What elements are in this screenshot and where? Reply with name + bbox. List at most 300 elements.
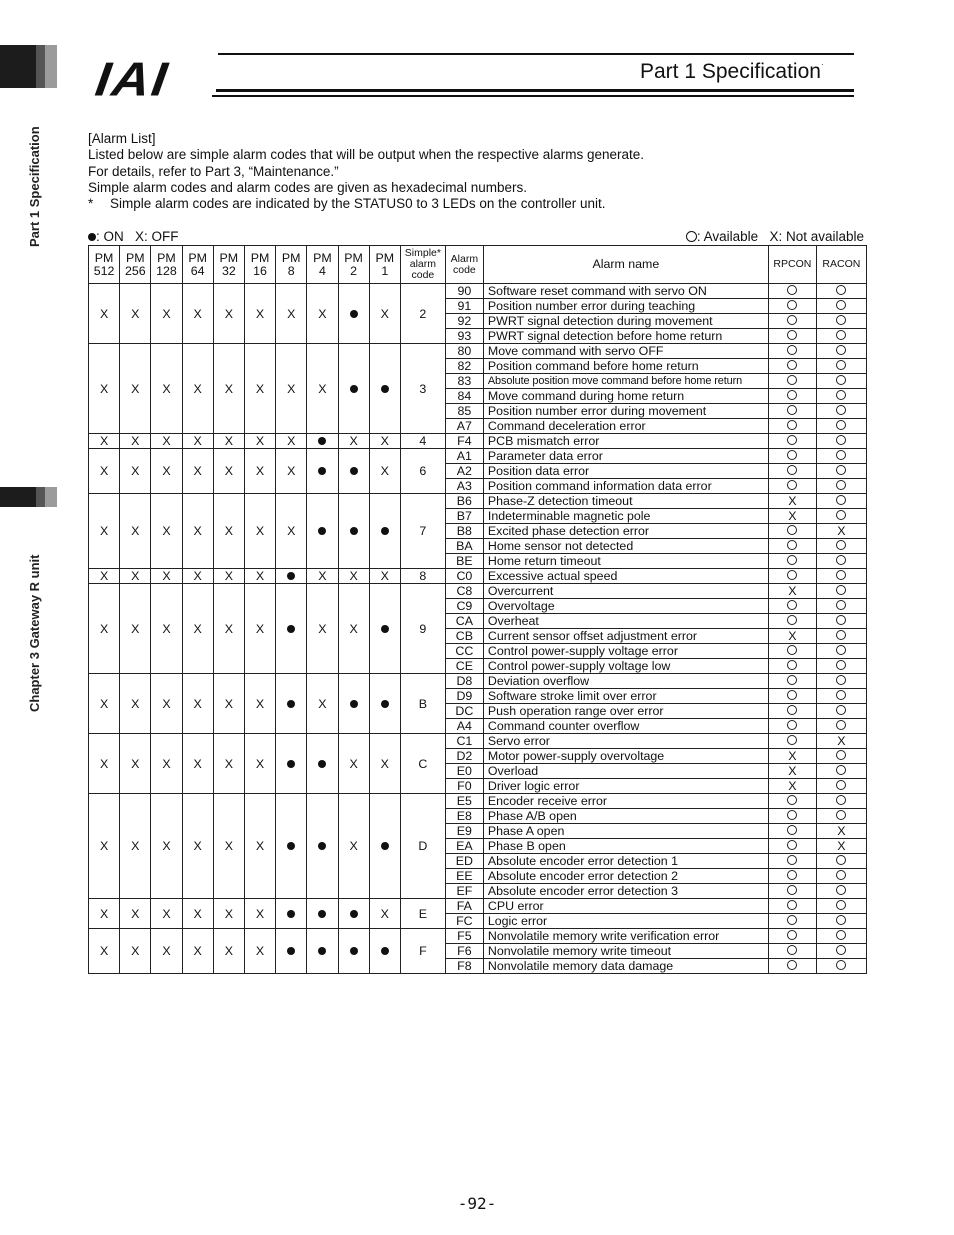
rpcon-cell	[768, 854, 816, 869]
pm-cell: X	[151, 449, 182, 494]
on-dot-icon	[318, 437, 326, 445]
available-circle-icon	[787, 540, 797, 550]
pm-cell: X	[338, 734, 369, 794]
on-dot-icon	[287, 572, 295, 580]
on-dot-icon	[318, 527, 326, 535]
table-row	[89, 434, 867, 449]
pm-cell: X	[338, 584, 369, 674]
available-circle-icon	[836, 465, 846, 475]
header-simple-alarm-code: Simple* alarm code	[400, 246, 445, 284]
available-circle-icon	[787, 795, 797, 805]
available-circle-icon	[787, 450, 797, 460]
available-circle-icon	[836, 285, 846, 295]
title-dot: ·	[820, 60, 824, 69]
racon-cell	[816, 449, 866, 464]
rpcon-cell	[768, 299, 816, 314]
intro-note	[88, 196, 644, 212]
pm-cell: X	[369, 449, 400, 494]
pm-cell: X	[244, 569, 275, 584]
racon-cell	[816, 299, 866, 314]
alarm-code-cell: 83	[445, 374, 483, 389]
available-circle-icon	[787, 660, 797, 670]
simple-code-cell: B	[400, 674, 445, 734]
pm-cell	[307, 899, 338, 929]
alarm-code-cell: 93	[445, 329, 483, 344]
pm-cell	[276, 794, 307, 899]
header-alarm-name: Alarm name	[483, 246, 768, 284]
racon-cell	[816, 599, 866, 614]
header-pm-4: PM 32	[213, 246, 244, 284]
pm-cell: X	[213, 734, 244, 794]
pm-cell: X	[244, 899, 275, 929]
alarm-code-cell: E0	[445, 764, 483, 779]
pm-cell: X	[244, 674, 275, 734]
alarm-name-cell: Phase B open	[483, 839, 768, 854]
pm-cell: X	[151, 584, 182, 674]
pm-cell: X	[151, 569, 182, 584]
available-circle-icon	[787, 705, 797, 715]
racon-cell	[816, 869, 866, 884]
rpcon-cell: X	[768, 509, 816, 524]
rpcon-cell	[768, 464, 816, 479]
pm-cell: X	[120, 929, 151, 974]
on-dot-icon	[350, 947, 358, 955]
alarm-name-cell: PWRT signal detection before home return	[483, 329, 768, 344]
pm-cell: X	[182, 899, 213, 929]
pm-cell: X	[151, 434, 182, 449]
on-dot-icon	[318, 947, 326, 955]
available-circle-icon	[836, 555, 846, 565]
rpcon-cell	[768, 809, 816, 824]
alarm-name-cell: Overload	[483, 764, 768, 779]
pm-cell: X	[182, 284, 213, 344]
alarm-code-cell: EA	[445, 839, 483, 854]
rpcon-cell	[768, 869, 816, 884]
header-pm-5: PM 16	[244, 246, 275, 284]
rpcon-cell	[768, 794, 816, 809]
rpcon-cell	[768, 719, 816, 734]
racon-cell: X	[816, 824, 866, 839]
simple-code-cell: 3	[400, 344, 445, 434]
racon-cell	[816, 749, 866, 764]
available-circle-icon	[836, 615, 846, 625]
pm-cell	[307, 494, 338, 569]
intro-heading: [Alarm List]	[88, 131, 156, 146]
header-rule-bottom	[212, 95, 854, 97]
rpcon-cell: X	[768, 494, 816, 509]
rpcon-cell	[768, 359, 816, 374]
header-pm-8: PM 2	[338, 246, 369, 284]
racon-cell	[816, 329, 866, 344]
pm-cell: X	[244, 734, 275, 794]
table-row	[89, 449, 867, 464]
rpcon-cell	[768, 404, 816, 419]
racon-cell	[816, 794, 866, 809]
available-circle-icon	[836, 765, 846, 775]
alarm-name-cell: Motor power-supply overvoltage	[483, 749, 768, 764]
alarm-name-cell: Absolute position move command before home return	[483, 374, 768, 389]
simple-code-cell: C	[400, 734, 445, 794]
pm-cell: X	[213, 899, 244, 929]
alarm-name-cell: Servo error	[483, 734, 768, 749]
on-dot-icon	[287, 625, 295, 633]
pm-cell: X	[120, 674, 151, 734]
pm-cell: X	[213, 344, 244, 434]
racon-cell	[816, 959, 866, 974]
racon-cell	[816, 929, 866, 944]
alarm-name-cell: Indeterminable magnetic pole	[483, 509, 768, 524]
alarm-name-cell: Logic error	[483, 914, 768, 929]
available-circle-icon	[787, 720, 797, 730]
pm-cell: X	[120, 569, 151, 584]
header-rule-mid	[216, 89, 854, 92]
available-circle-icon	[836, 375, 846, 385]
alarm-name-cell: Position data error	[483, 464, 768, 479]
racon-cell	[816, 509, 866, 524]
table-header-row	[89, 246, 867, 284]
alarm-code-cell: ED	[445, 854, 483, 869]
racon-cell	[816, 689, 866, 704]
pm-cell	[276, 929, 307, 974]
available-circle-icon	[836, 345, 846, 355]
pm-cell	[369, 344, 400, 434]
available-circle-icon	[787, 525, 797, 535]
alarm-code-cell: D2	[445, 749, 483, 764]
page-title	[640, 60, 824, 84]
rpcon-cell: X	[768, 764, 816, 779]
pm-cell: X	[120, 794, 151, 899]
alarm-code-cell: A4	[445, 719, 483, 734]
legend-not-available-text: X: Not available	[769, 229, 864, 244]
alarm-code-cell: D8	[445, 674, 483, 689]
rpcon-cell	[768, 914, 816, 929]
available-circle-icon	[787, 285, 797, 295]
available-circle-icon	[836, 810, 846, 820]
header-pm-0: PM 512	[89, 246, 120, 284]
pm-cell: X	[244, 794, 275, 899]
alarm-code-cell: 85	[445, 404, 483, 419]
available-circle-icon	[836, 435, 846, 445]
on-dot-icon	[318, 842, 326, 850]
pm-cell	[307, 794, 338, 899]
pm-cell: X	[369, 899, 400, 929]
available-circle-icon	[836, 930, 846, 940]
pm-cell	[276, 674, 307, 734]
side-label-chapter3: Chapter 3 Gateway R unit	[27, 554, 42, 712]
pm-cell	[338, 674, 369, 734]
rpcon-cell	[768, 434, 816, 449]
table-row	[89, 899, 867, 914]
available-circle-icon	[836, 510, 846, 520]
available-circle-icon	[787, 300, 797, 310]
header-pm-6: PM 8	[276, 246, 307, 284]
available-circle-icon	[836, 630, 846, 640]
rpcon-cell	[768, 599, 816, 614]
on-dot-icon	[318, 760, 326, 768]
alarm-code-cell: F5	[445, 929, 483, 944]
alarm-code-cell: A2	[445, 464, 483, 479]
header-pm-3: PM 64	[182, 246, 213, 284]
pm-cell: X	[89, 674, 120, 734]
rpcon-cell	[768, 704, 816, 719]
pm-cell: X	[244, 584, 275, 674]
pm-cell: X	[213, 929, 244, 974]
pm-cell: X	[89, 794, 120, 899]
pm-cell	[307, 449, 338, 494]
circle-icon	[686, 231, 697, 242]
alarm-name-cell: Phase A open	[483, 824, 768, 839]
available-circle-icon	[836, 960, 846, 970]
racon-cell	[816, 719, 866, 734]
pm-cell: X	[338, 434, 369, 449]
rpcon-cell	[768, 689, 816, 704]
legend-on-text: : ON	[96, 229, 124, 244]
alarm-name-cell: Position command before home return	[483, 359, 768, 374]
available-circle-icon	[787, 360, 797, 370]
available-circle-icon	[836, 675, 846, 685]
available-circle-icon	[787, 930, 797, 940]
alarm-name-cell: Control power-supply voltage low	[483, 659, 768, 674]
pm-cell	[338, 344, 369, 434]
intro-line-1: Listed below are simple alarm codes that will be output when the respective alarms generate.	[88, 147, 645, 163]
on-dot-icon	[350, 910, 358, 918]
pm-cell: X	[369, 734, 400, 794]
on-dot-icon	[381, 625, 389, 633]
alarm-code-cell: EF	[445, 884, 483, 899]
alarm-code-cell: 91	[445, 299, 483, 314]
alarm-name-cell: Overheat	[483, 614, 768, 629]
alarm-code-cell: E9	[445, 824, 483, 839]
pm-cell	[276, 899, 307, 929]
pm-cell: X	[213, 569, 244, 584]
pm-cell	[369, 584, 400, 674]
rpcon-cell	[768, 929, 816, 944]
alarm-code-cell: BE	[445, 554, 483, 569]
pm-cell: X	[369, 434, 400, 449]
available-circle-icon	[836, 660, 846, 670]
pm-cell: X	[151, 929, 182, 974]
pm-cell: X	[151, 899, 182, 929]
racon-cell	[816, 359, 866, 374]
alarm-name-cell: Nonvolatile memory write timeout	[483, 944, 768, 959]
iai-logo: IAI	[92, 53, 173, 107]
available-circle-icon	[787, 840, 797, 850]
available-circle-icon	[787, 375, 797, 385]
pm-cell: X	[307, 284, 338, 344]
racon-cell	[816, 614, 866, 629]
racon-cell	[816, 284, 866, 299]
available-circle-icon	[787, 555, 797, 565]
alarm-name-cell: Absolute encoder error detection 2	[483, 869, 768, 884]
racon-cell	[816, 539, 866, 554]
header-pm-7: PM 4	[307, 246, 338, 284]
simple-code-cell: D	[400, 794, 445, 899]
legend-off-text: X: OFF	[135, 229, 179, 244]
alarm-code-cell: C1	[445, 734, 483, 749]
available-circle-icon	[836, 945, 846, 955]
racon-cell	[816, 674, 866, 689]
pm-cell	[307, 929, 338, 974]
alarm-code-cell: A1	[445, 449, 483, 464]
table-row	[89, 284, 867, 299]
available-circle-icon	[836, 915, 846, 925]
alarm-name-cell: Driver logic error	[483, 779, 768, 794]
on-dot-icon	[350, 310, 358, 318]
available-circle-icon	[787, 420, 797, 430]
alarm-name-cell: Position number error during teaching	[483, 299, 768, 314]
rpcon-cell	[768, 449, 816, 464]
pm-cell: X	[89, 284, 120, 344]
simple-code-cell: F	[400, 929, 445, 974]
available-circle-icon	[787, 810, 797, 820]
on-dot-icon	[318, 467, 326, 475]
rpcon-cell	[768, 839, 816, 854]
alarm-name-cell: Software reset command with servo ON	[483, 284, 768, 299]
available-circle-icon	[787, 390, 797, 400]
racon-cell	[816, 419, 866, 434]
pm-cell: X	[369, 569, 400, 584]
available-circle-icon	[836, 870, 846, 880]
pm-cell: X	[213, 494, 244, 569]
alarm-code-cell: CC	[445, 644, 483, 659]
racon-cell	[816, 314, 866, 329]
table-row	[89, 584, 867, 599]
header-alarm-code: Alarm code	[445, 246, 483, 284]
pm-cell: X	[338, 569, 369, 584]
available-circle-icon	[836, 300, 846, 310]
pm-cell: X	[120, 449, 151, 494]
pm-cell: X	[89, 734, 120, 794]
alarm-code-cell: F4	[445, 434, 483, 449]
available-circle-icon	[787, 315, 797, 325]
pm-cell: X	[151, 794, 182, 899]
rpcon-cell	[768, 674, 816, 689]
rpcon-cell	[768, 389, 816, 404]
pm-cell	[369, 674, 400, 734]
rpcon-cell	[768, 734, 816, 749]
pm-cell	[338, 899, 369, 929]
pm-cell: X	[89, 569, 120, 584]
table-row	[89, 929, 867, 944]
alarm-name-cell: Nonvolatile memory write verification error	[483, 929, 768, 944]
rpcon-cell: X	[768, 779, 816, 794]
racon-cell	[816, 884, 866, 899]
pm-cell: X	[338, 794, 369, 899]
pm-cell: X	[213, 584, 244, 674]
alarm-name-cell: Encoder receive error	[483, 794, 768, 809]
rpcon-cell	[768, 344, 816, 359]
legend-on-off	[88, 229, 179, 244]
alarm-code-cell: A7	[445, 419, 483, 434]
on-dot-icon	[350, 385, 358, 393]
pm-cell: X	[89, 494, 120, 569]
alarm-name-cell: Command counter overflow	[483, 719, 768, 734]
available-circle-icon	[836, 780, 846, 790]
alarm-code-cell: EE	[445, 869, 483, 884]
pm-cell: X	[89, 584, 120, 674]
alarm-code-cell: B6	[445, 494, 483, 509]
racon-cell	[816, 404, 866, 419]
pm-cell: X	[244, 449, 275, 494]
pm-cell: X	[182, 449, 213, 494]
pm-cell	[276, 569, 307, 584]
available-circle-icon	[787, 570, 797, 580]
table-row	[89, 494, 867, 509]
legend-availability	[686, 229, 864, 244]
pm-cell: X	[89, 434, 120, 449]
racon-cell: X	[816, 734, 866, 749]
available-circle-icon	[787, 870, 797, 880]
intro-line-2: For details, refer to Part 3, “Maintenance.”	[88, 163, 339, 179]
pm-cell: X	[244, 284, 275, 344]
available-circle-icon	[787, 465, 797, 475]
simple-code-cell: 2	[400, 284, 445, 344]
rpcon-cell	[768, 314, 816, 329]
racon-cell	[816, 764, 866, 779]
alarm-name-cell: Move command with servo OFF	[483, 344, 768, 359]
on-dot-icon	[381, 385, 389, 393]
available-circle-icon	[836, 480, 846, 490]
rpcon-cell	[768, 659, 816, 674]
available-circle-icon	[787, 915, 797, 925]
rpcon-cell	[768, 539, 816, 554]
intro-section	[88, 131, 644, 212]
header-racon: RACON	[816, 246, 866, 284]
available-circle-icon	[836, 720, 846, 730]
alarm-name-cell: PWRT signal detection during movement	[483, 314, 768, 329]
racon-cell	[816, 899, 866, 914]
racon-cell	[816, 374, 866, 389]
table-row	[89, 344, 867, 359]
available-circle-icon	[787, 735, 797, 745]
available-circle-icon	[836, 750, 846, 760]
alarm-code-cell: F0	[445, 779, 483, 794]
alarm-name-cell: Overvoltage	[483, 599, 768, 614]
rpcon-cell	[768, 554, 816, 569]
pm-cell: X	[276, 449, 307, 494]
available-circle-icon	[787, 615, 797, 625]
alarm-name-cell: Command deceleration error	[483, 419, 768, 434]
on-dot-icon	[350, 467, 358, 475]
racon-cell	[816, 809, 866, 824]
racon-cell: X	[816, 524, 866, 539]
rpcon-cell	[768, 569, 816, 584]
racon-cell	[816, 644, 866, 659]
page-title-text: Part 1 Specification	[640, 60, 821, 83]
available-circle-icon	[836, 360, 846, 370]
rpcon-cell	[768, 944, 816, 959]
available-circle-icon	[787, 405, 797, 415]
alarm-code-cell: CB	[445, 629, 483, 644]
pm-cell: X	[307, 584, 338, 674]
pm-cell: X	[307, 674, 338, 734]
alarm-code-cell: B7	[445, 509, 483, 524]
racon-cell	[816, 779, 866, 794]
simple-code-cell: 6	[400, 449, 445, 494]
alarm-code-cell: C8	[445, 584, 483, 599]
alarm-code-cell: CA	[445, 614, 483, 629]
rpcon-cell: X	[768, 584, 816, 599]
alarm-code-cell: CE	[445, 659, 483, 674]
on-dot-icon	[287, 842, 295, 850]
alarm-code-cell: 84	[445, 389, 483, 404]
pm-cell	[369, 929, 400, 974]
available-circle-icon	[836, 315, 846, 325]
header-pm-1: PM 256	[120, 246, 151, 284]
on-dot-icon	[381, 527, 389, 535]
alarm-name-cell: Excited phase detection error	[483, 524, 768, 539]
pm-cell: X	[151, 344, 182, 434]
